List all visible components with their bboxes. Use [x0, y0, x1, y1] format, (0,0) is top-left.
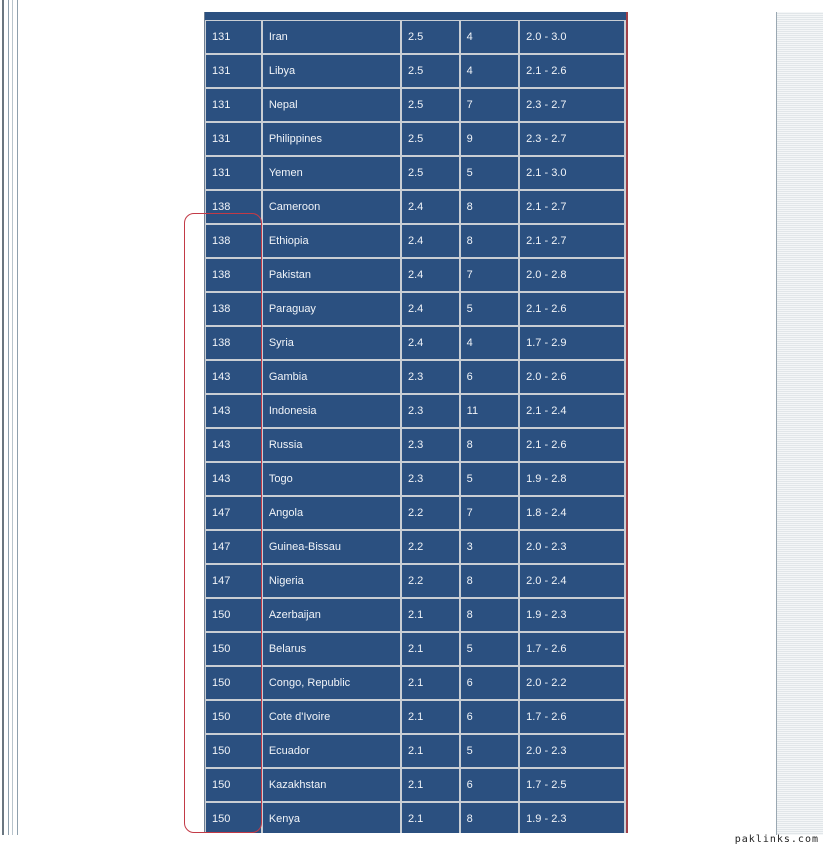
- right-gutter: [776, 12, 823, 835]
- score-cell: 2.3: [402, 361, 459, 393]
- surveys-cell: 8: [461, 599, 518, 631]
- rank-cell: 150: [206, 735, 261, 767]
- confidence-range-cell: 1.7 - 2.9: [520, 327, 624, 359]
- surveys-cell: 5: [461, 633, 518, 665]
- rank-cell: 143: [206, 361, 261, 393]
- rank-cell: 131: [206, 21, 261, 53]
- confidence-range-cell: 1.7 - 2.6: [520, 633, 624, 665]
- table-row: [206, 497, 624, 529]
- rank-cell: 131: [206, 89, 261, 121]
- table-row: [206, 21, 624, 53]
- surveys-cell: 8: [461, 191, 518, 223]
- score-cell: 2.3: [402, 395, 459, 427]
- table-row: [206, 361, 624, 393]
- confidence-range-cell: 1.7 - 2.5: [520, 769, 624, 801]
- score-cell: 2.3: [402, 463, 459, 495]
- country-cell: Yemen: [263, 157, 400, 189]
- table-row: [206, 633, 624, 665]
- score-cell: 2.2: [402, 531, 459, 563]
- border-line: [12, 0, 13, 835]
- border-line: [8, 0, 9, 835]
- surveys-cell: 8: [461, 429, 518, 461]
- confidence-range-cell: 2.0 - 2.3: [520, 735, 624, 767]
- rank-cell: 143: [206, 429, 261, 461]
- confidence-range-cell: 1.7 - 2.6: [520, 701, 624, 733]
- surveys-cell: 8: [461, 565, 518, 597]
- table-row: [206, 293, 624, 325]
- surveys-cell: 6: [461, 701, 518, 733]
- confidence-range-cell: 1.9 - 2.3: [520, 599, 624, 631]
- country-cell: Indonesia: [263, 395, 400, 427]
- surveys-cell: 7: [461, 259, 518, 291]
- surveys-cell: 6: [461, 361, 518, 393]
- surveys-cell: 3: [461, 531, 518, 563]
- table-row: [206, 769, 624, 801]
- surveys-cell: 5: [461, 463, 518, 495]
- confidence-range-cell: 2.1 - 2.6: [520, 429, 624, 461]
- confidence-range-cell: 2.0 - 2.4: [520, 565, 624, 597]
- surveys-cell: 5: [461, 293, 518, 325]
- surveys-cell: 5: [461, 735, 518, 767]
- confidence-range-cell: 2.1 - 2.6: [520, 293, 624, 325]
- country-cell: Nigeria: [263, 565, 400, 597]
- score-cell: 2.4: [402, 293, 459, 325]
- rank-cell: 138: [206, 191, 261, 223]
- confidence-range-cell: 1.8 - 2.4: [520, 497, 624, 529]
- country-cell: Gambia: [263, 361, 400, 393]
- rank-cell: 131: [206, 157, 261, 189]
- left-border-rule: [0, 0, 20, 835]
- ranking-table-container[interactable]: [204, 12, 628, 833]
- country-cell: Ecuador: [263, 735, 400, 767]
- country-cell: Togo: [263, 463, 400, 495]
- confidence-range-cell: 2.1 - 2.7: [520, 225, 624, 257]
- score-cell: 2.1: [402, 633, 459, 665]
- country-cell: Libya: [263, 55, 400, 87]
- confidence-range-cell: 2.3 - 2.7: [520, 123, 624, 155]
- surveys-cell: 4: [461, 327, 518, 359]
- confidence-range-cell: 2.1 - 2.6: [520, 55, 624, 87]
- country-cell: Kazakhstan: [263, 769, 400, 801]
- score-cell: 2.4: [402, 327, 459, 359]
- table-row: [206, 259, 624, 291]
- table-row: [206, 565, 624, 597]
- table-row: [206, 191, 624, 223]
- watermark: paklinks.com: [734, 834, 819, 845]
- table-row: [206, 89, 624, 121]
- country-cell: Paraguay: [263, 293, 400, 325]
- country-cell: Pakistan: [263, 259, 400, 291]
- country-cell: Russia: [263, 429, 400, 461]
- score-cell: 2.5: [402, 55, 459, 87]
- rank-cell: 131: [206, 55, 261, 87]
- confidence-range-cell: 2.1 - 2.7: [520, 191, 624, 223]
- table-row: [206, 735, 624, 767]
- table-row: [206, 803, 624, 833]
- border-line: [17, 0, 18, 835]
- confidence-range-cell: 2.1 - 3.0: [520, 157, 624, 189]
- score-cell: 2.5: [402, 89, 459, 121]
- surveys-cell: 9: [461, 123, 518, 155]
- country-cell: Syria: [263, 327, 400, 359]
- score-cell: 2.1: [402, 769, 459, 801]
- confidence-range-cell: 2.1 - 2.4: [520, 395, 624, 427]
- country-cell: Congo, Republic: [263, 667, 400, 699]
- country-cell: Nepal: [263, 89, 400, 121]
- rank-cell: 150: [206, 633, 261, 665]
- score-cell: 2.5: [402, 123, 459, 155]
- country-cell: Philippines: [263, 123, 400, 155]
- surveys-cell: 7: [461, 89, 518, 121]
- surveys-cell: 7: [461, 497, 518, 529]
- table-row: [206, 55, 624, 87]
- score-cell: 2.2: [402, 497, 459, 529]
- table-row: [206, 667, 624, 699]
- country-cell: Cote d'Ivoire: [263, 701, 400, 733]
- confidence-range-cell: 2.0 - 2.6: [520, 361, 624, 393]
- rank-cell: 143: [206, 395, 261, 427]
- score-cell: 2.1: [402, 701, 459, 733]
- confidence-range-cell: 2.0 - 2.8: [520, 259, 624, 291]
- country-cell: Ethiopia: [263, 225, 400, 257]
- table-row: [206, 157, 624, 189]
- table-row: [206, 463, 624, 495]
- confidence-range-cell: 1.9 - 2.3: [520, 803, 624, 833]
- country-cell: Azerbaijan: [263, 599, 400, 631]
- rank-cell: 138: [206, 259, 261, 291]
- score-cell: 2.3: [402, 429, 459, 461]
- table-row: [206, 429, 624, 461]
- country-cell: Cameroon: [263, 191, 400, 223]
- surveys-cell: 8: [461, 225, 518, 257]
- rank-cell: 143: [206, 463, 261, 495]
- rank-cell: 138: [206, 225, 261, 257]
- table-row: [206, 531, 624, 563]
- surveys-cell: 8: [461, 803, 518, 833]
- surveys-cell: 6: [461, 667, 518, 699]
- score-cell: 2.5: [402, 157, 459, 189]
- score-cell: 2.4: [402, 259, 459, 291]
- table-row: [206, 395, 624, 427]
- rank-cell: 138: [206, 327, 261, 359]
- rank-cell: 147: [206, 531, 261, 563]
- rank-cell: 147: [206, 497, 261, 529]
- confidence-range-cell: 1.9 - 2.8: [520, 463, 624, 495]
- surveys-cell: 5: [461, 157, 518, 189]
- score-cell: 2.1: [402, 803, 459, 833]
- country-cell: Belarus: [263, 633, 400, 665]
- confidence-range-cell: 2.3 - 2.7: [520, 89, 624, 121]
- score-cell: 2.1: [402, 735, 459, 767]
- rank-cell: 150: [206, 769, 261, 801]
- table-row: [206, 599, 624, 631]
- score-cell: 2.4: [402, 225, 459, 257]
- surveys-cell: 11: [461, 395, 518, 427]
- table-row: [206, 225, 624, 257]
- score-cell: 2.1: [402, 667, 459, 699]
- surveys-cell: 4: [461, 21, 518, 53]
- rank-cell: 131: [206, 123, 261, 155]
- confidence-range-cell: 2.0 - 2.3: [520, 531, 624, 563]
- rank-cell: 150: [206, 599, 261, 631]
- score-cell: 2.5: [402, 21, 459, 53]
- confidence-range-cell: 2.0 - 2.2: [520, 667, 624, 699]
- surveys-cell: 4: [461, 55, 518, 87]
- table-row: [206, 327, 624, 359]
- country-cell: Iran: [263, 21, 400, 53]
- surveys-cell: 6: [461, 769, 518, 801]
- rank-cell: 147: [206, 565, 261, 597]
- table-row: [206, 701, 624, 733]
- score-cell: 2.4: [402, 191, 459, 223]
- rank-cell: 138: [206, 293, 261, 325]
- rank-cell: 150: [206, 701, 261, 733]
- border-line: [2, 0, 4, 835]
- confidence-range-cell: 2.0 - 3.0: [520, 21, 624, 53]
- rank-cell: 150: [206, 803, 261, 833]
- score-cell: 2.1: [402, 599, 459, 631]
- table-row: [206, 123, 624, 155]
- ranking-table: [204, 19, 626, 833]
- country-cell: Guinea-Bissau: [263, 531, 400, 563]
- rank-cell: 150: [206, 667, 261, 699]
- country-cell: Angola: [263, 497, 400, 529]
- country-cell: Kenya: [263, 803, 400, 833]
- ranking-table-body: [206, 21, 624, 833]
- score-cell: 2.2: [402, 565, 459, 597]
